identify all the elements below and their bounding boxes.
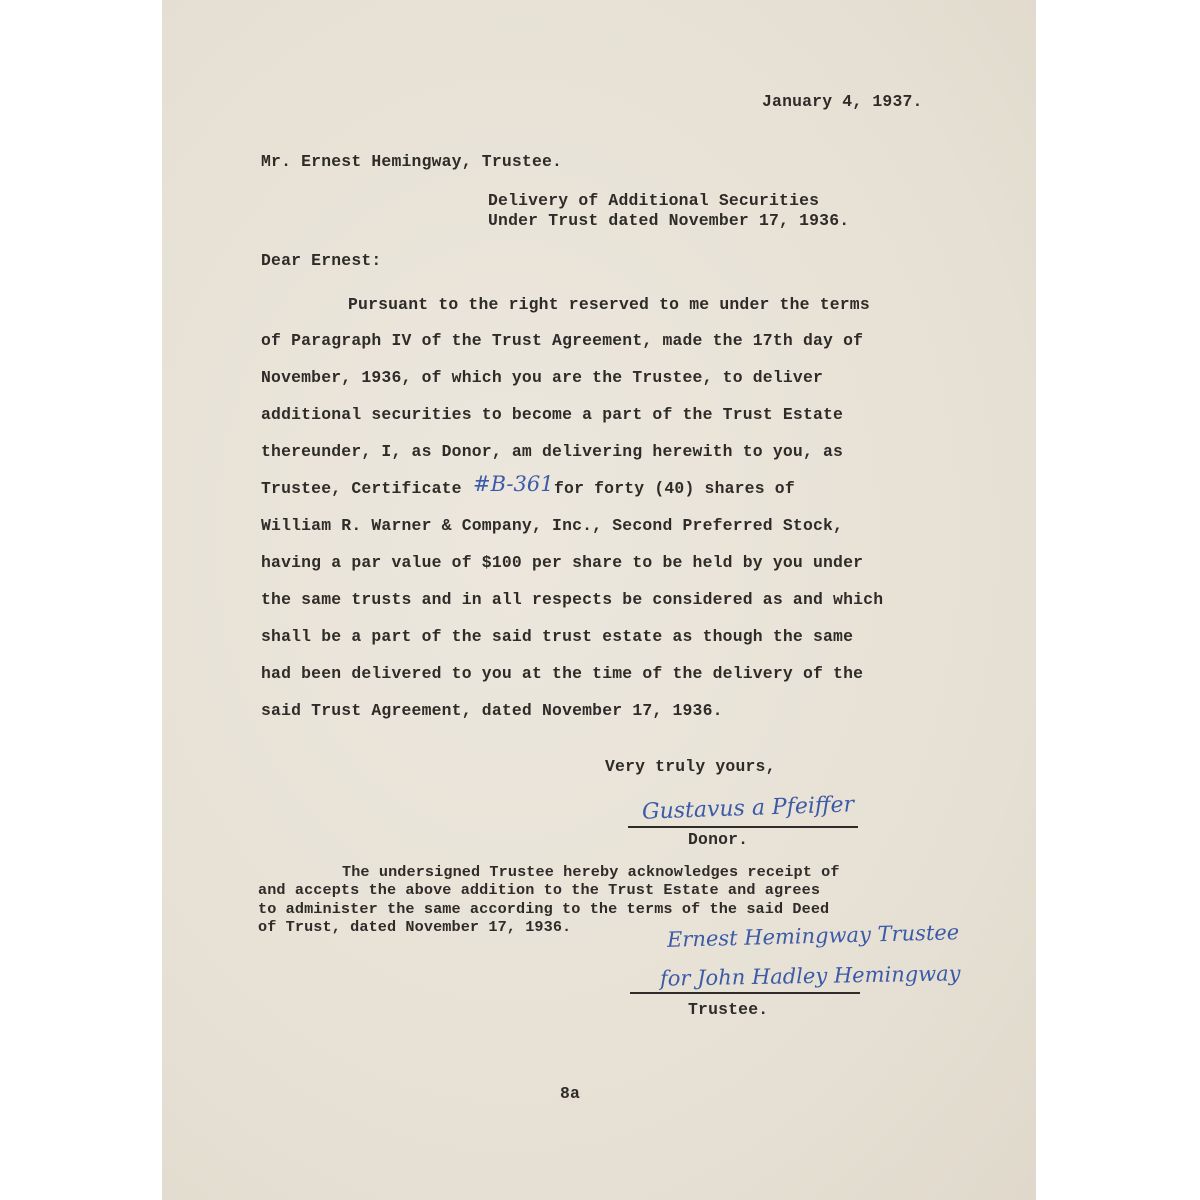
donor-signature-line	[628, 826, 858, 828]
acknowledgment-line: and accepts the above addition to the Trust Estate and agrees	[258, 881, 821, 899]
certificate-number-handwritten: #B-361	[473, 472, 554, 496]
page-number: 8a	[560, 1084, 581, 1103]
body-line: shall be a part of the said trust estate as though the same	[261, 627, 854, 646]
body-line: William R. Warner & Company, Inc., Second Preferred Stock,	[261, 516, 844, 535]
donor-signature: Gustavus a Pfeiffer	[641, 792, 855, 825]
body-line: for forty (40) shares of	[554, 479, 795, 498]
acknowledgment-line: to administer the same according to the terms of the said Deed	[258, 900, 830, 918]
addressee: Mr. Ernest Hemingway, Trustee.	[261, 152, 563, 171]
body-line: having a par value of $100 per share to be held by you under	[261, 553, 864, 572]
trustee-signature-line-2: for John Hadley Hemingway	[659, 961, 961, 991]
trustee-signature-line-1: Ernest Hemingway Trustee	[666, 920, 960, 952]
closing: Very truly yours,	[605, 757, 776, 776]
body-line: the same trusts and in all respects be considered as and which	[261, 590, 884, 609]
body-line: of Paragraph IV of the Trust Agreement, made the 17th day of	[261, 331, 864, 350]
letter-date: January 4, 1937.	[762, 92, 923, 111]
body-line: Pursuant to the right reserved to me under the terms	[348, 295, 870, 314]
subject-line-2: Under Trust dated November 17, 1936.	[488, 211, 850, 230]
body-line: thereunder, I, as Donor, am delivering herewith to you, as	[261, 442, 844, 461]
trustee-label: Trustee.	[688, 1000, 769, 1019]
acknowledgment-line: The undersigned Trustee hereby acknowledges receipt of	[342, 863, 840, 881]
body-line: had been delivered to you at the time of the delivery of the	[261, 664, 864, 683]
salutation: Dear Ernest:	[261, 251, 382, 270]
acknowledgment-line: of Trust, dated November 17, 1936.	[258, 918, 572, 936]
body-line: November, 1936, of which you are the Trustee, to deliver	[261, 368, 824, 387]
letter-page	[162, 0, 1036, 1200]
body-line: additional securities to become a part of the Trust Estate	[261, 405, 844, 424]
donor-label: Donor.	[688, 830, 749, 849]
body-line: said Trust Agreement, dated November 17, 1936.	[261, 701, 723, 720]
certificate-prefix: Trustee, Certificate	[261, 479, 462, 498]
subject-line-1: Delivery of Additional Securities	[488, 191, 820, 210]
trustee-signature-line	[630, 992, 860, 994]
